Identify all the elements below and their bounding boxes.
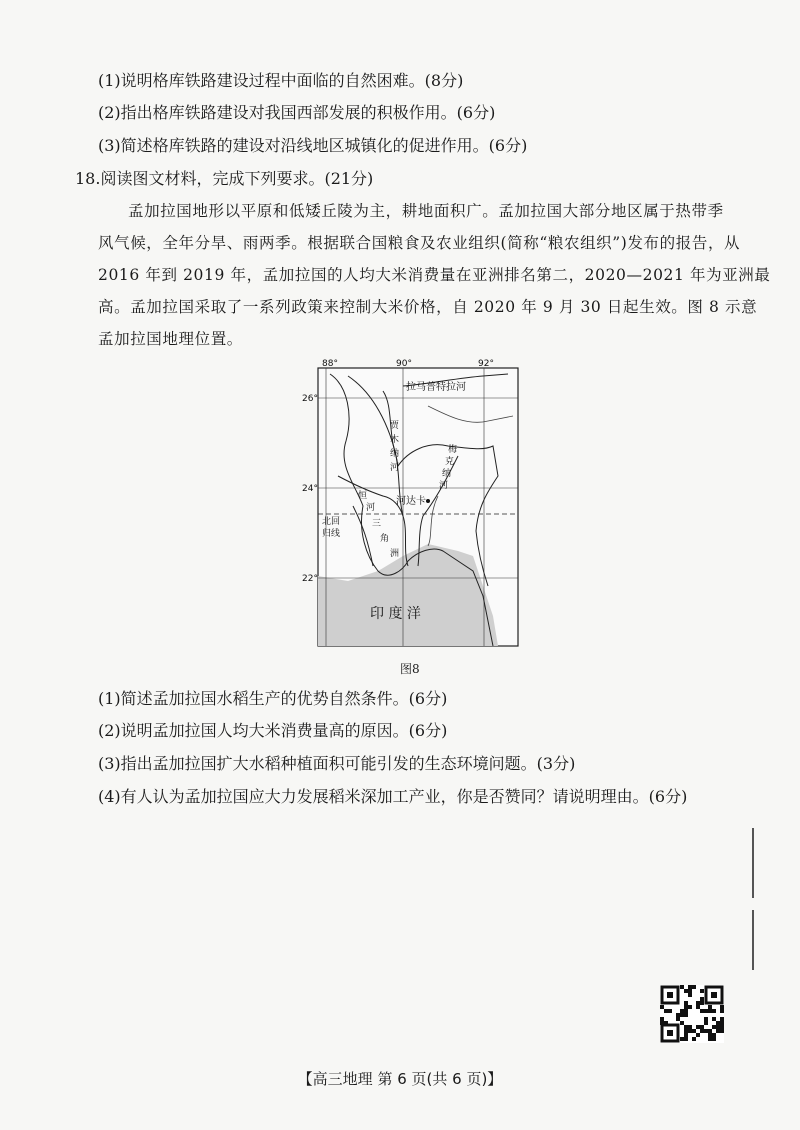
label-brahmaputra: 拉马普特拉河 xyxy=(406,382,466,393)
label-meghna-2: 克 xyxy=(445,457,455,467)
label-jamuna-3: 纳 xyxy=(390,449,400,459)
scan-edge-mark xyxy=(752,910,754,970)
qr-code[interactable] xyxy=(660,985,724,1043)
lon-label-90: 90° xyxy=(396,359,412,369)
label-ganges-2: 河 xyxy=(366,503,376,513)
q18-paragraph-line-3: 2016 年到 2019 年，孟加拉国的人均大米消费量在亚洲排名第二，2020—2021 年为亚洲最 xyxy=(98,266,771,284)
q17-part-3: (3)简述格库铁路的建设对沿线地区城镇化的促进作用。(6分) xyxy=(98,136,528,155)
q18-heading: 18.阅读图文材料，完成下列要求。(21分) xyxy=(75,169,374,188)
label-indian-ocean: 印 度 洋 xyxy=(370,606,421,622)
q18-part-3: (3)指出孟加拉国扩大水稻种植面积可能引发的生态环境问题。(3分) xyxy=(98,754,576,773)
lat-label-22: 22° xyxy=(302,574,318,584)
q18-part-2: (2)说明孟加拉国人均大米消费量高的原因。(6分) xyxy=(98,721,448,740)
bangladesh-location-map xyxy=(302,356,523,656)
q17-part-2: (2)指出格库铁路建设对我国西部发展的积极作用。(6分) xyxy=(98,103,496,122)
q18-part-1: (1)简述孟加拉国水稻生产的优势自然条件。(6分) xyxy=(98,689,448,708)
label-meghna-4: 河 xyxy=(439,481,449,491)
label-delta-2: 角 xyxy=(380,534,390,544)
label-meghna-1: 梅 xyxy=(448,445,458,455)
lon-label-88: 88° xyxy=(322,359,338,369)
label-ganges-1: 恒 xyxy=(358,491,368,501)
label-jamuna-1: 贾 xyxy=(390,421,400,431)
label-meghna-3: 纳 xyxy=(442,469,452,479)
lat-label-26: 26° xyxy=(302,394,318,404)
scan-edge-mark xyxy=(752,828,754,898)
label-delta-1: 三 xyxy=(372,519,382,529)
label-delta-3: 洲 xyxy=(390,549,400,559)
label-jamuna-2: 木 xyxy=(390,435,400,445)
label-tropic-1: 北回 xyxy=(322,517,341,527)
label-jamuna-4: 河 xyxy=(390,463,400,473)
q18-paragraph-line-1: 孟加拉国地形以平原和低矮丘陵为主，耕地面积广。孟加拉国大部分地区属于热带季 xyxy=(128,202,724,220)
page-footer: 【高三地理 第 6 页(共 6 页)】 xyxy=(297,1070,503,1088)
q18-paragraph-line-4: 高。孟加拉国采取了一系列政策来控制大米价格，自 2020 年 9 月 30 日起生效。图 8 示意 xyxy=(98,298,758,316)
q18-paragraph-line-5: 孟加拉国地理位置。 xyxy=(98,330,243,348)
q18-part-4: (4)有人认为孟加拉国应大力发展稻米深加工产业，你是否赞同？请说明理由。(6分) xyxy=(98,787,688,806)
figure-caption: 图8 xyxy=(400,662,420,676)
lon-label-92: 92° xyxy=(478,359,494,369)
label-tropic-2: 归线 xyxy=(322,529,341,539)
q17-part-1: (1)说明格库铁路建设过程中面临的自然困难。(8分) xyxy=(98,71,464,90)
label-padma-dhaka: 河达卡 xyxy=(396,496,426,507)
lat-label-24: 24° xyxy=(302,484,318,494)
q18-paragraph-line-2: 风气候，全年分旱、雨两季。根据联合国粮食及农业组织(简称“粮农组织”)发布的报告，从 xyxy=(98,234,741,252)
